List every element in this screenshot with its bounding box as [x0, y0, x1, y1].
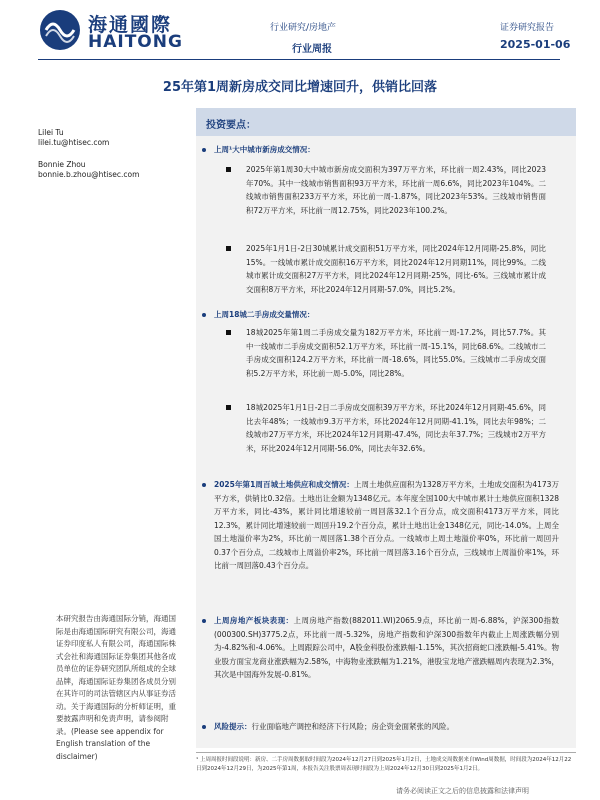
sector-performance-heading: 上周房地产板块表现：: [214, 616, 294, 625]
section-sector-performance: [202, 614, 572, 709]
second-hand-weekly-text: 18城2025年第1周二手房成交量为182万平方米，环比前一周-17.2%，同比57.7%。其中一线城市二手房成交面积52.1万平方米，环比前一周-15.1%，同比68.6%。二线城市二手房成交面积124.2万平方米，环比前一周-18.6%，同比55.0%。三线城市二手房成交面积5.2万平方米，环比前一周-5.0%，同比28%。: [246, 328, 546, 378]
section-new-home-heading: 上周¹大中城市新房成交情况：: [202, 143, 570, 156]
author-name: Lilei Tu: [38, 128, 64, 137]
risk-heading: 风险提示：: [214, 722, 252, 731]
bullet-icon: [202, 483, 206, 487]
header-divider: [38, 59, 560, 60]
bullet-icon: [202, 148, 206, 152]
author-email[interactable]: lilei.tu@htisec.com: [38, 138, 110, 147]
report-date: 2025-01-06: [500, 38, 571, 51]
report-category: 行业研究/房地产: [270, 23, 337, 33]
section-land-supply: [202, 478, 572, 608]
list-item: [226, 163, 546, 233]
haitong-logo-icon: [38, 8, 82, 52]
second-hand-cumulative-text: 18城2025年1月1日-2日二手房成交面积39万平方米，环比2024年12月同期-45.6%，同比去年48%；一线城市9.3万平方米，环比2024年12月同期-41.1%，同比去年98%；二线城市27万平方米，环比2024年12月同期-47.4%，同比去年37.7%；三线城市2万平方米，环比2024年12月同期-56.0%，同比去年32.6%。: [246, 403, 546, 453]
bullet-icon: [202, 313, 206, 317]
square-bullet-icon: [226, 167, 231, 172]
author-list: [38, 128, 168, 180]
new-home-weekly-text: 2025年第1周30大中城市新房成交面积为397万平方米，环比前一周2.43%，同比2023年70%。其中一线城市销售面积93万平方米，环比前一周6.6%，同比2023年104%。二线城市销售面积233万平方米，环比前一周-1.87%，同比2023年53%。三线城市销售面积72万平方米，环比前一周12.75%，同比2023年100.2%。: [246, 165, 546, 215]
new-home-cumulative-text: 2025年1月1日-2日30城累计成交面积51万平方米，同比2024年12月同期-25.8%，同比15%。一线城市累计成交面积16万平方米，同比2024年12月同期11%，同比99%。二线城市累计成交面积27万平方米，同比2024年12月同期-25%，同比-6%。三线城市累计成交面积8万平方米，环比2024年12月同期-57.0%，同比5.2%。: [246, 244, 546, 294]
disclaimer-text: 本研究报告由海通国际分销，海通国际是由海通国际研究有限公司，海通证券印度私人有限公司，海通国际株式会社和海通国际证券集团其他各成员单位的证券研究团队所组成的全球品牌，海通国际证券集团各成员分别在其许可的司法管辖区内从事证券活动。关于海通国际的分析师证明，重要披露声明和免责声明，请参阅附录。(Please see appendix for English translation of the disclaimer): [56, 614, 176, 761]
list-item: [226, 326, 546, 396]
land-supply-heading: 2025年第1周百城土地供应和成交情况：: [214, 480, 354, 489]
section-second-hand-heading: 上周18城二手房成交量情况：: [202, 308, 570, 321]
report-type: 行业周报: [292, 44, 332, 55]
report-label: 证券研究报告: [500, 23, 555, 33]
square-bullet-icon: [226, 246, 231, 251]
land-supply-text: 上周土地供应面积为1328万平方米，土地成交面积为4173万平方米，供销比0.32倍。土地出让金额为1348亿元。本年度全国100大中城市累计土地供应面积1328万平方米，同比-43%，累计同比增速较前一周回落32.1个百分点，成交面积4173万平方米，同比12.3%，累计同比增速较前一周回升19.2个百分点，累计土地出让金1348亿元，同比-14.0%。上周全国土地溢价率为2%，环比前一周回落1.38个百分点。一线城市上周土地溢价率0%，环比前一周回升0.37个百分点，二线城市上周溢价率2%，环比前一周回落3.16个百分点，三线城市上周溢价率1%，环比前一周回落0.43个百分点。: [214, 480, 559, 570]
haitong-logo: [38, 8, 198, 52]
bullet-icon: [202, 725, 206, 729]
footnote: ¹ 上周周报时间段说明：新房、二手房周数据取时间段为2024年12月27日到2025年1月2日，土地成交周数据来自Wind周数据，时间段为2024年12月22日到2024年12月29日，为2025年第1周，本报告关注股票周表现时间段为上周2024年12月30日到2025年1月2日。: [196, 757, 572, 772]
author-email[interactable]: bonnie.b.zhou@htisec.com: [38, 170, 140, 179]
square-bullet-icon: [226, 405, 231, 410]
section-risk: [202, 720, 572, 734]
report-header: [0, 0, 600, 65]
logo-chinese-name: 海通國際: [88, 14, 173, 36]
sector-performance-text: 上周房地产指数(882011.WI)2065.9点，环比前一周-6.88%，沪深300指数(000300.SH)3775.2点，环比前一周-5.32%，房地产指数和沪深300指数年内截止上周涨跌幅分别为-4.82%和-4.06%。上周跟踪公司中，A股金科股份涨跌幅-1.15%，其次招商蛇口涨跌幅-5.41%。物业股方面宝龙商业涨跌幅为2.58%，中海物业涨跌幅为1.21%，港股宝龙地产涨跌幅周内表现为2.3%，其次是中国海外发展-0.81%。: [214, 616, 560, 679]
list-item: [226, 242, 546, 312]
risk-text: 行业面临地产调控和经济下行风险；房企资金面紧张的风险。: [251, 722, 454, 731]
investment-highlights-box: [196, 108, 576, 748]
author-name: Bonnie Zhou: [38, 160, 86, 169]
report-title: 25年第1周新房成交同比增速回升，供销比回落: [162, 80, 438, 95]
highlights-heading: 投资要点：: [206, 120, 256, 131]
logo-english-name: HAITONG: [88, 32, 183, 52]
square-bullet-icon: [226, 330, 231, 335]
highlights-heading-bar: [196, 108, 576, 136]
footnote-divider: [196, 752, 576, 753]
page-footer: 请务必阅读正文之后的信息披露和法律声明: [396, 787, 529, 795]
bullet-icon: [202, 619, 206, 623]
list-item: [226, 401, 546, 471]
